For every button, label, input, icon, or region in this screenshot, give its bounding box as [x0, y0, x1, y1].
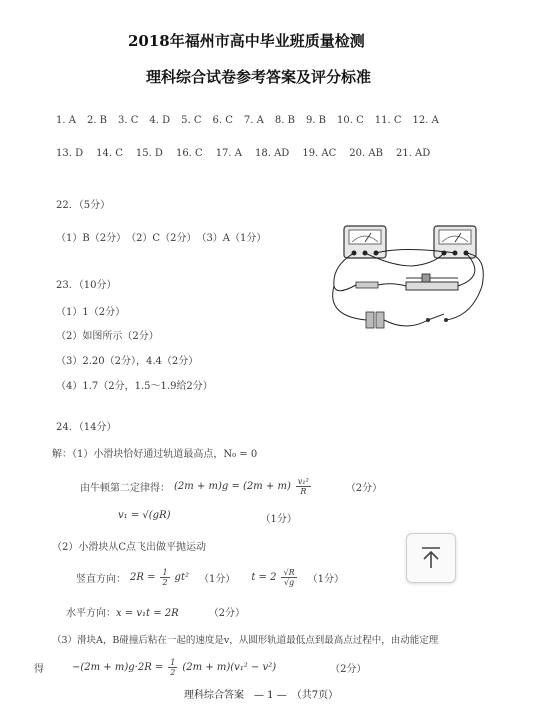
choice-answer: 7. A: [243, 115, 264, 126]
choice-answer: 4. D: [149, 115, 171, 126]
q23-answer-2: （2）如图所示（2分）: [56, 331, 159, 342]
q24-line-5-fraction: $\frac{1}{2}$: [162, 568, 168, 587]
document-subtitle: 理科综合试卷参考答案及评分标准: [146, 68, 372, 86]
page-footer: 理科综合答案 — 1 — （共7页）: [184, 690, 339, 701]
q24-line-5-sqrt-fraction: $\frac{√R}{√g}$: [283, 568, 295, 587]
q24-line-8-score: （2分）: [330, 664, 367, 675]
q24-line-5-label: 竖直方向：: [76, 574, 126, 585]
choice-answers-row-2: [56, 148, 443, 159]
choice-answer: 5. C: [181, 115, 202, 126]
q24-line-5-equation-3: t = 2: [251, 572, 277, 583]
choice-answer: 1. A: [56, 115, 76, 126]
q24-line-2: [80, 477, 382, 496]
q23-answer-4: （4）1.7（2分，1.5～1.9给2分）: [56, 381, 213, 392]
q23-answer-1: （1）1（2分）: [56, 307, 126, 318]
q24-line-8-equation-2: (2m + m)(v₁² − v²): [182, 662, 277, 673]
q24-line-8-fraction: $\frac{1}{2}$: [170, 658, 176, 677]
q24-line-5-score-1: （1分）: [198, 574, 236, 585]
q24-line-8-equation: −(2m + m)g·2R =: [72, 662, 164, 673]
choice-answer: 14. C: [96, 148, 123, 159]
choice-answer: 17. A: [215, 148, 242, 159]
q24-line-5-score-2: （1分）: [307, 574, 344, 585]
arrow-up-icon: [420, 546, 442, 570]
scroll-to-top-button[interactable]: [406, 533, 456, 583]
q24-line-3-equation: v₁ = √(gR): [118, 510, 171, 521]
choice-answer: 10. C: [337, 115, 364, 126]
choice-answer: 16. C: [175, 148, 203, 159]
q24-line-5-equation: 2R =: [130, 572, 156, 583]
q24-line-8: [34, 658, 366, 677]
choice-answers-row-1: [56, 115, 450, 126]
choice-answer: 18. AD: [255, 148, 290, 159]
q24-line-3: [118, 510, 297, 525]
q24-line-4: （2）小滑块从C点飞出做平抛运动: [52, 542, 207, 553]
battery-icon: [366, 312, 384, 328]
q22-header: 22．（5分）: [56, 200, 111, 211]
q24-line-3-score: （1分）: [260, 514, 297, 525]
resistor-icon: [356, 282, 378, 288]
choice-answer: 8. B: [274, 115, 295, 126]
rheostat-icon: [406, 274, 458, 290]
q24-line-2-score: （2分）: [345, 483, 383, 494]
q24-line-1: 解：（1）小滑块恰好通过轨道最高点，N₀ = 0: [52, 449, 258, 460]
document-title: 2018年福州市高中毕业班质量检测: [128, 32, 365, 50]
choice-answer: 15. D: [135, 148, 163, 159]
q24-line-2-label: 由牛顿第二定律得：: [80, 483, 170, 494]
q24-line-2-fraction: $\frac{\text{v₁²}}{R}$: [297, 477, 309, 496]
voltmeter-icon: [434, 226, 476, 258]
q23-answer-3: （3）2.20（2分），4.4（2分）: [56, 356, 199, 367]
choice-answer: 2. B: [86, 115, 108, 126]
q23-header: 23．（10分）: [56, 280, 117, 291]
choice-answer: 19. AC: [302, 148, 337, 159]
choice-answer: 21. AD: [395, 148, 431, 159]
choice-answer: 3. C: [118, 115, 139, 126]
q24-line-6-label: 水平方向：: [66, 608, 116, 619]
switch-icon: [426, 314, 448, 322]
choice-answer: 13. D: [56, 148, 84, 159]
q24-line-2-equation: (2m + m)g = (2m + m): [174, 481, 291, 492]
q24-line-8-label: 得: [34, 664, 44, 675]
q24-line-5-equation-2: gt²: [174, 572, 189, 583]
q24-header: 24．（14分）: [56, 422, 117, 433]
q24-line-6: [66, 604, 245, 619]
q24-line-5: [76, 568, 344, 587]
choice-answer: 12. A: [412, 115, 439, 126]
circuit-diagram-svg: [322, 216, 494, 338]
q24-line-7: （3）滑块A，B碰撞后粘在一起的速度是v，从圆形轨道最低点到最高点过程中，由动能定理: [52, 635, 439, 646]
q22-answer-line: （1）B（2分） （2）C（2分） （3）A（1分）: [56, 233, 267, 244]
q24-line-6-score: （2分）: [208, 608, 246, 619]
choice-answer: 11. C: [374, 115, 402, 126]
choice-answer: 6. C: [212, 115, 233, 126]
choice-answer: 20. AB: [349, 148, 383, 159]
choice-answer: 9. B: [305, 115, 327, 126]
circuit-diagram: [322, 216, 494, 338]
q24-line-6-equation: x = v₁t = 2R: [116, 608, 179, 619]
